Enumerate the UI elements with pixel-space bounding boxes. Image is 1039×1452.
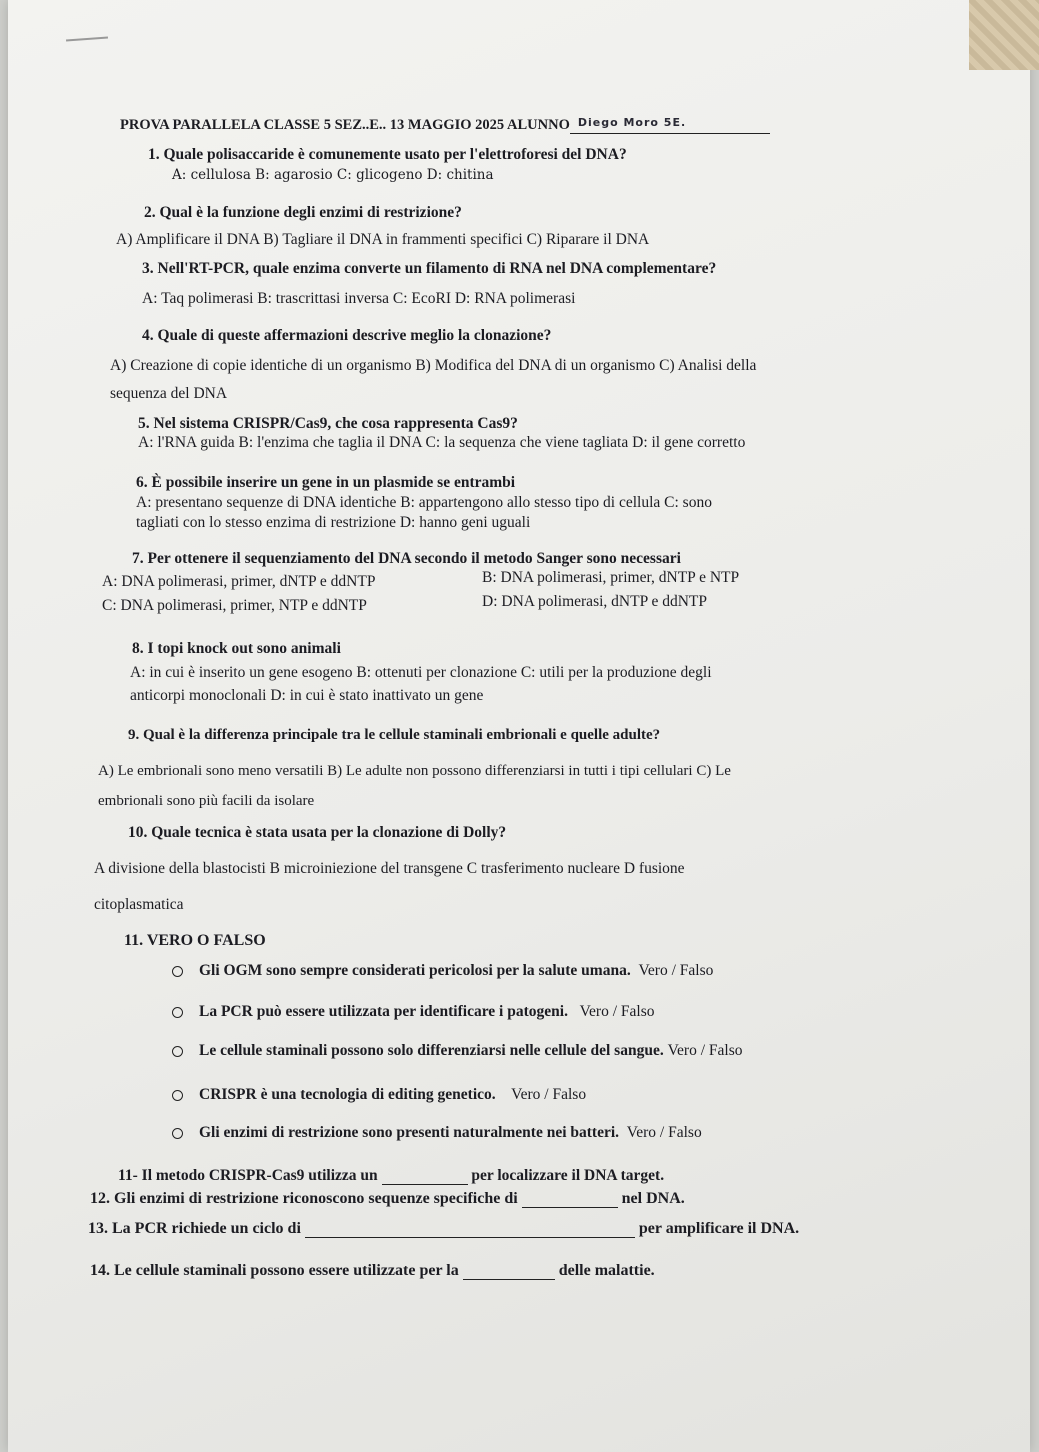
answers-2: A) Amplificare il DNA B) Tagliare il DNA in frammenti specifici C) Riparare il DNA (116, 231, 650, 248)
answers-6: A: presentano sequenze di DNA identiche B: appartengono allo stesso tipo di cellula C: sono (136, 494, 712, 511)
answer-7a: A: DNA polimerasi, primer, dNTP e ddNTP (102, 573, 376, 590)
answer-7d: D: DNA polimerasi, dNTP e ddNTP (482, 593, 708, 610)
tf-choice[interactable]: Vero / Falso (626, 1124, 702, 1141)
fill-suffix: per localizzare il DNA target. (471, 1167, 665, 1184)
answers-8-cont: anticorpi monoclonali D: in cui è stato inattivato un gene (130, 687, 484, 704)
answers-4: A) Creazione di copie identiche di un organismo B) Modifica del DNA di un organismo C) Analisi della (110, 357, 757, 374)
answer-7b: B: DNA polimerasi, primer, dNTP e NTP (482, 569, 740, 586)
fill-prefix: 14. Le cellule staminali possono essere utilizzate per la (90, 1262, 459, 1279)
tf-statement: Gli OGM sono sempre considerati pericolosi per la salute umana. (199, 962, 631, 979)
fill-blank[interactable] (522, 1193, 618, 1208)
question-3: 3. Nell'RT-PCR, quale enzima converte un filamento di RNA nel DNA complementare? (142, 260, 717, 277)
fill-blank[interactable] (463, 1265, 555, 1280)
exam-title: PROVA PARALLELA CLASSE 5 SEZ..E.. 13 MAGGIO 2025 (120, 117, 505, 133)
tf-statement: CRISPR è una tecnologia di editing genetico. (199, 1086, 496, 1103)
bullet-icon (172, 1090, 183, 1101)
tf-choice[interactable]: Vero / Falso (667, 1042, 743, 1059)
truefalse-title: 11. VERO O FALSO (124, 932, 266, 949)
tf-item-3 (172, 1042, 743, 1060)
answers-4-cont: sequenza del DNA (110, 385, 228, 402)
fill-prefix: 12. Gli enzimi di restrizione riconoscono sequenze specifiche di (90, 1190, 518, 1207)
tf-item-1 (172, 962, 713, 980)
fill-item-12 (90, 1190, 685, 1208)
bullet-icon (172, 966, 183, 977)
tf-item-2 (172, 1003, 655, 1021)
answers-1: A: cellulosa B: agarosio C: glicogeno D: chitina (172, 167, 494, 183)
tf-choice[interactable]: Vero / Falso (511, 1086, 587, 1103)
answers-10-cont: citoplasmatica (94, 896, 184, 913)
question-8: 8. I topi knock out sono animali (132, 640, 341, 657)
fill-item-14 (90, 1262, 655, 1280)
question-4: 4. Quale di queste affermazioni descrive meglio la clonazione? (142, 327, 552, 344)
fill-blank[interactable] (305, 1223, 635, 1238)
fill-item-13 (88, 1220, 799, 1238)
exam-sheet (8, 0, 1030, 1452)
student-name: Diego Moro 5E. (577, 116, 687, 129)
tf-item-4 (172, 1086, 586, 1104)
question-5: 5. Nel sistema CRISPR/Cas9, che cosa rappresenta Cas9? (138, 415, 518, 432)
question-7: 7. Per ottenere il sequenziamento del DNA secondo il metodo Sanger sono necessari (132, 550, 681, 567)
bullet-icon (172, 1128, 183, 1139)
answers-10: A divisione della blastocisti B microiniezione del transgene C trasferimento nucleare D fusione (94, 860, 685, 877)
question-2: 2. Qual è la funzione degli enzimi di restrizione? (144, 204, 462, 221)
question-10: 10. Quale tecnica è stata usata per la clonazione di Dolly? (128, 824, 507, 841)
answers-6-cont: tagliati con lo stesso enzima di restrizione D: hanno geni uguali (136, 514, 531, 531)
tf-statement: Gli enzimi di restrizione sono presenti naturalmente nei batteri. (199, 1124, 620, 1141)
question-1: 1. Quale polisaccaride è comunemente usato per l'elettroforesi del DNA? (148, 146, 627, 163)
fill-blank[interactable] (382, 1170, 468, 1185)
tf-choice[interactable]: Vero / Falso (638, 962, 714, 979)
fill-prefix: 13. La PCR richiede un ciclo di (88, 1220, 301, 1237)
answers-8: A: in cui è inserito un gene esogeno B: ottenuti per clonazione C: utili per la produzione degli (130, 664, 712, 681)
question-9: 9. Qual è la differenza principale tra le cellule staminali embrionali e quelle adulte? (128, 727, 661, 743)
desk-background (969, 0, 1039, 70)
alunno-field (570, 116, 770, 134)
fill-suffix: delle malattie. (558, 1262, 655, 1279)
answers-3: A: Taq polimerasi B: trascrittasi inversa C: EcoRI D: RNA polimerasi (142, 290, 576, 307)
tf-statement: La PCR può essere utilizzata per identificare i patogeni. (199, 1003, 568, 1020)
answers-5: A: l'RNA guida B: l'enzima che taglia il DNA C: la sequenza che viene tagliata D: il gene corretto (138, 434, 746, 451)
pen-mark (66, 37, 108, 42)
answers-9-cont: embrionali sono più facili da isolare (98, 793, 315, 809)
tf-choice[interactable]: Vero / Falso (579, 1003, 655, 1020)
fill-suffix: per amplificare il DNA. (638, 1220, 800, 1237)
answer-7c: C: DNA polimerasi, primer, NTP e ddNTP (102, 597, 367, 614)
alunno-label: ALUNNO (507, 117, 570, 133)
answers-9: A) Le embrionali sono meno versatili B) Le adulte non possono differenziarsi in tutti i tipi cellulari C) Le (98, 763, 731, 779)
tf-statement: Le cellule staminali possono solo differenziarsi nelle cellule del sangue. (199, 1042, 664, 1059)
bullet-icon (172, 1046, 183, 1057)
question-6: 6. È possibile inserire un gene in un plasmide se entrambi (136, 474, 516, 491)
exam-header (120, 116, 770, 134)
tf-item-5 (172, 1124, 702, 1142)
fill-suffix: nel DNA. (621, 1190, 685, 1207)
fill-item-11 (118, 1167, 664, 1185)
fill-prefix: 11- Il metodo CRISPR-Cas9 utilizza un (118, 1167, 378, 1184)
bullet-icon (172, 1007, 183, 1018)
